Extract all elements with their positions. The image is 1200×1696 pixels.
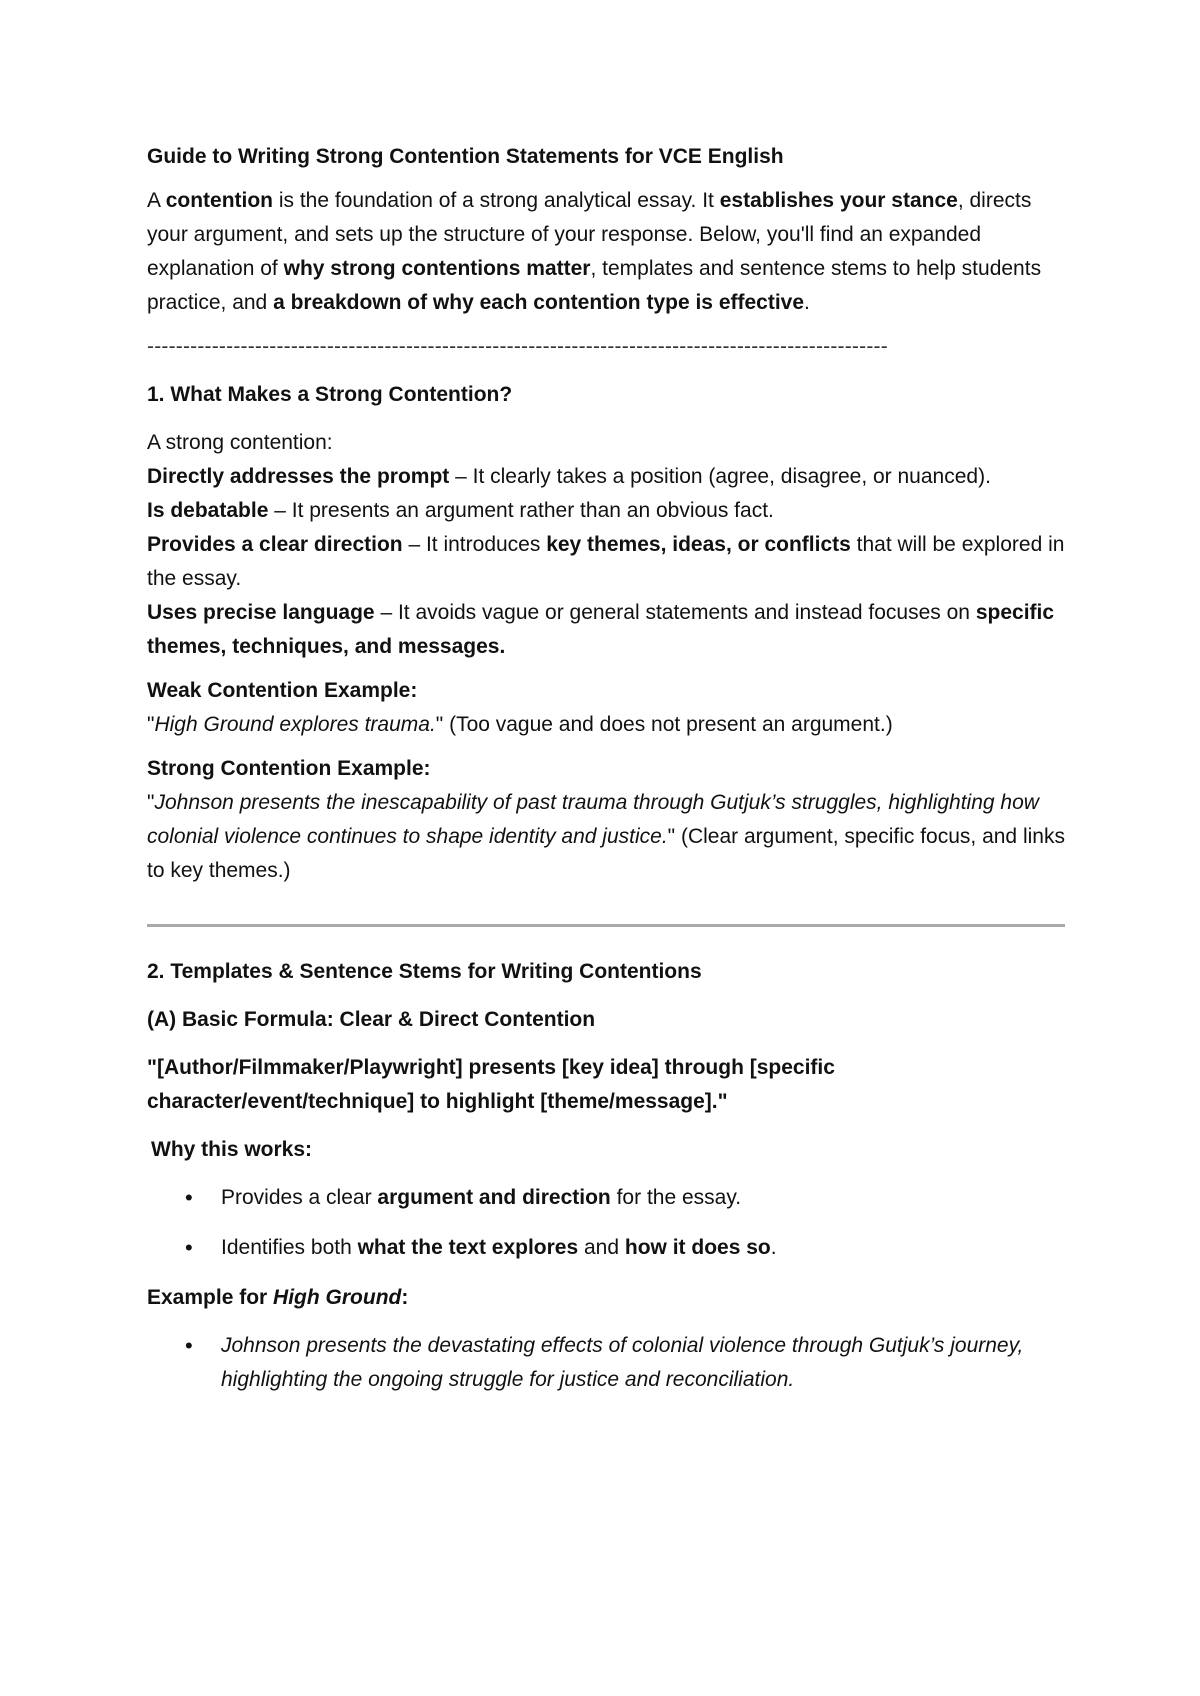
criterion-2: Is debatable – It presents an argument rather than an obvious fact. (147, 499, 774, 522)
dashed-divider: ------------------------------------------------------------------------------------------------------- (147, 335, 888, 358)
formula-template: "[Author/Filmmaker/Playwright] presents [key idea] through [specific character/event/technique] to highlight [theme/message]." (147, 1056, 835, 1113)
criterion-4: Uses precise language – It avoids vague or general statements and instead focuses on specific themes, techniques, and messages. (147, 601, 1055, 658)
list-item: • Provides a clear argument and direction for the essay. (147, 1181, 1067, 1215)
why-this-works-heading: Why this works: (151, 1138, 313, 1161)
intro-contention-term: contention (165, 189, 274, 212)
list-item: • Identifies both what the text explores and how it does so. (147, 1231, 1067, 1265)
strong-example (147, 752, 1067, 888)
document-page (147, 140, 1067, 1413)
list-item: • Johnson presents the devastating effects of colonial violence through Gutjuk’s journey, highlighting the ongoing struggle for justice and reconciliation. (147, 1329, 1067, 1397)
weak-example-text: "High Ground explores trauma." (Too vague and does not present an argument.) (147, 713, 893, 736)
weak-example-heading: Weak Contention Example: (147, 679, 418, 702)
section-1-heading: 1. What Makes a Strong Contention? (147, 383, 513, 406)
strong-example-text: "Johnson presents the inescapability of past trauma through Gutjuk’s struggles, highlighting how colonial violence continues to shape identity and justice." (Clear argument, specific focus, and links to key themes.) (147, 791, 1065, 882)
strong-example-heading: Strong Contention Example: (147, 757, 431, 780)
criterion-3: Provides a clear direction – It introduces key themes, ideas, or conflicts that will be explored in the essay. (147, 533, 1065, 590)
example-heading: Example for High Ground: (147, 1286, 409, 1309)
formula-a-heading: (A) Basic Formula: Clear & Direct Contention (147, 1008, 596, 1031)
document-title: Guide to Writing Strong Contention Statements for VCE English (147, 145, 784, 168)
criteria-block (147, 426, 1067, 664)
section-divider (147, 924, 1065, 927)
why-list (147, 1181, 1067, 1265)
criteria-lead: A strong contention: (147, 431, 333, 454)
intro-paragraph: A contention is the foundation of a strong analytical essay. It establishes your stance, directs your argument, and sets up the structure of your response. Below, you'll find an expanded explanation of why strong contentions matter, templates and sentence stems to help students practice, and a breakdown of why each contention type is effective. (147, 189, 1042, 314)
example-list (147, 1329, 1067, 1397)
criterion-1: Directly addresses the prompt – It clearly takes a position (agree, disagree, or nuanced). (147, 465, 991, 488)
section-2-heading: 2. Templates & Sentence Stems for Writing Contentions (147, 960, 702, 983)
weak-example (147, 674, 1067, 742)
